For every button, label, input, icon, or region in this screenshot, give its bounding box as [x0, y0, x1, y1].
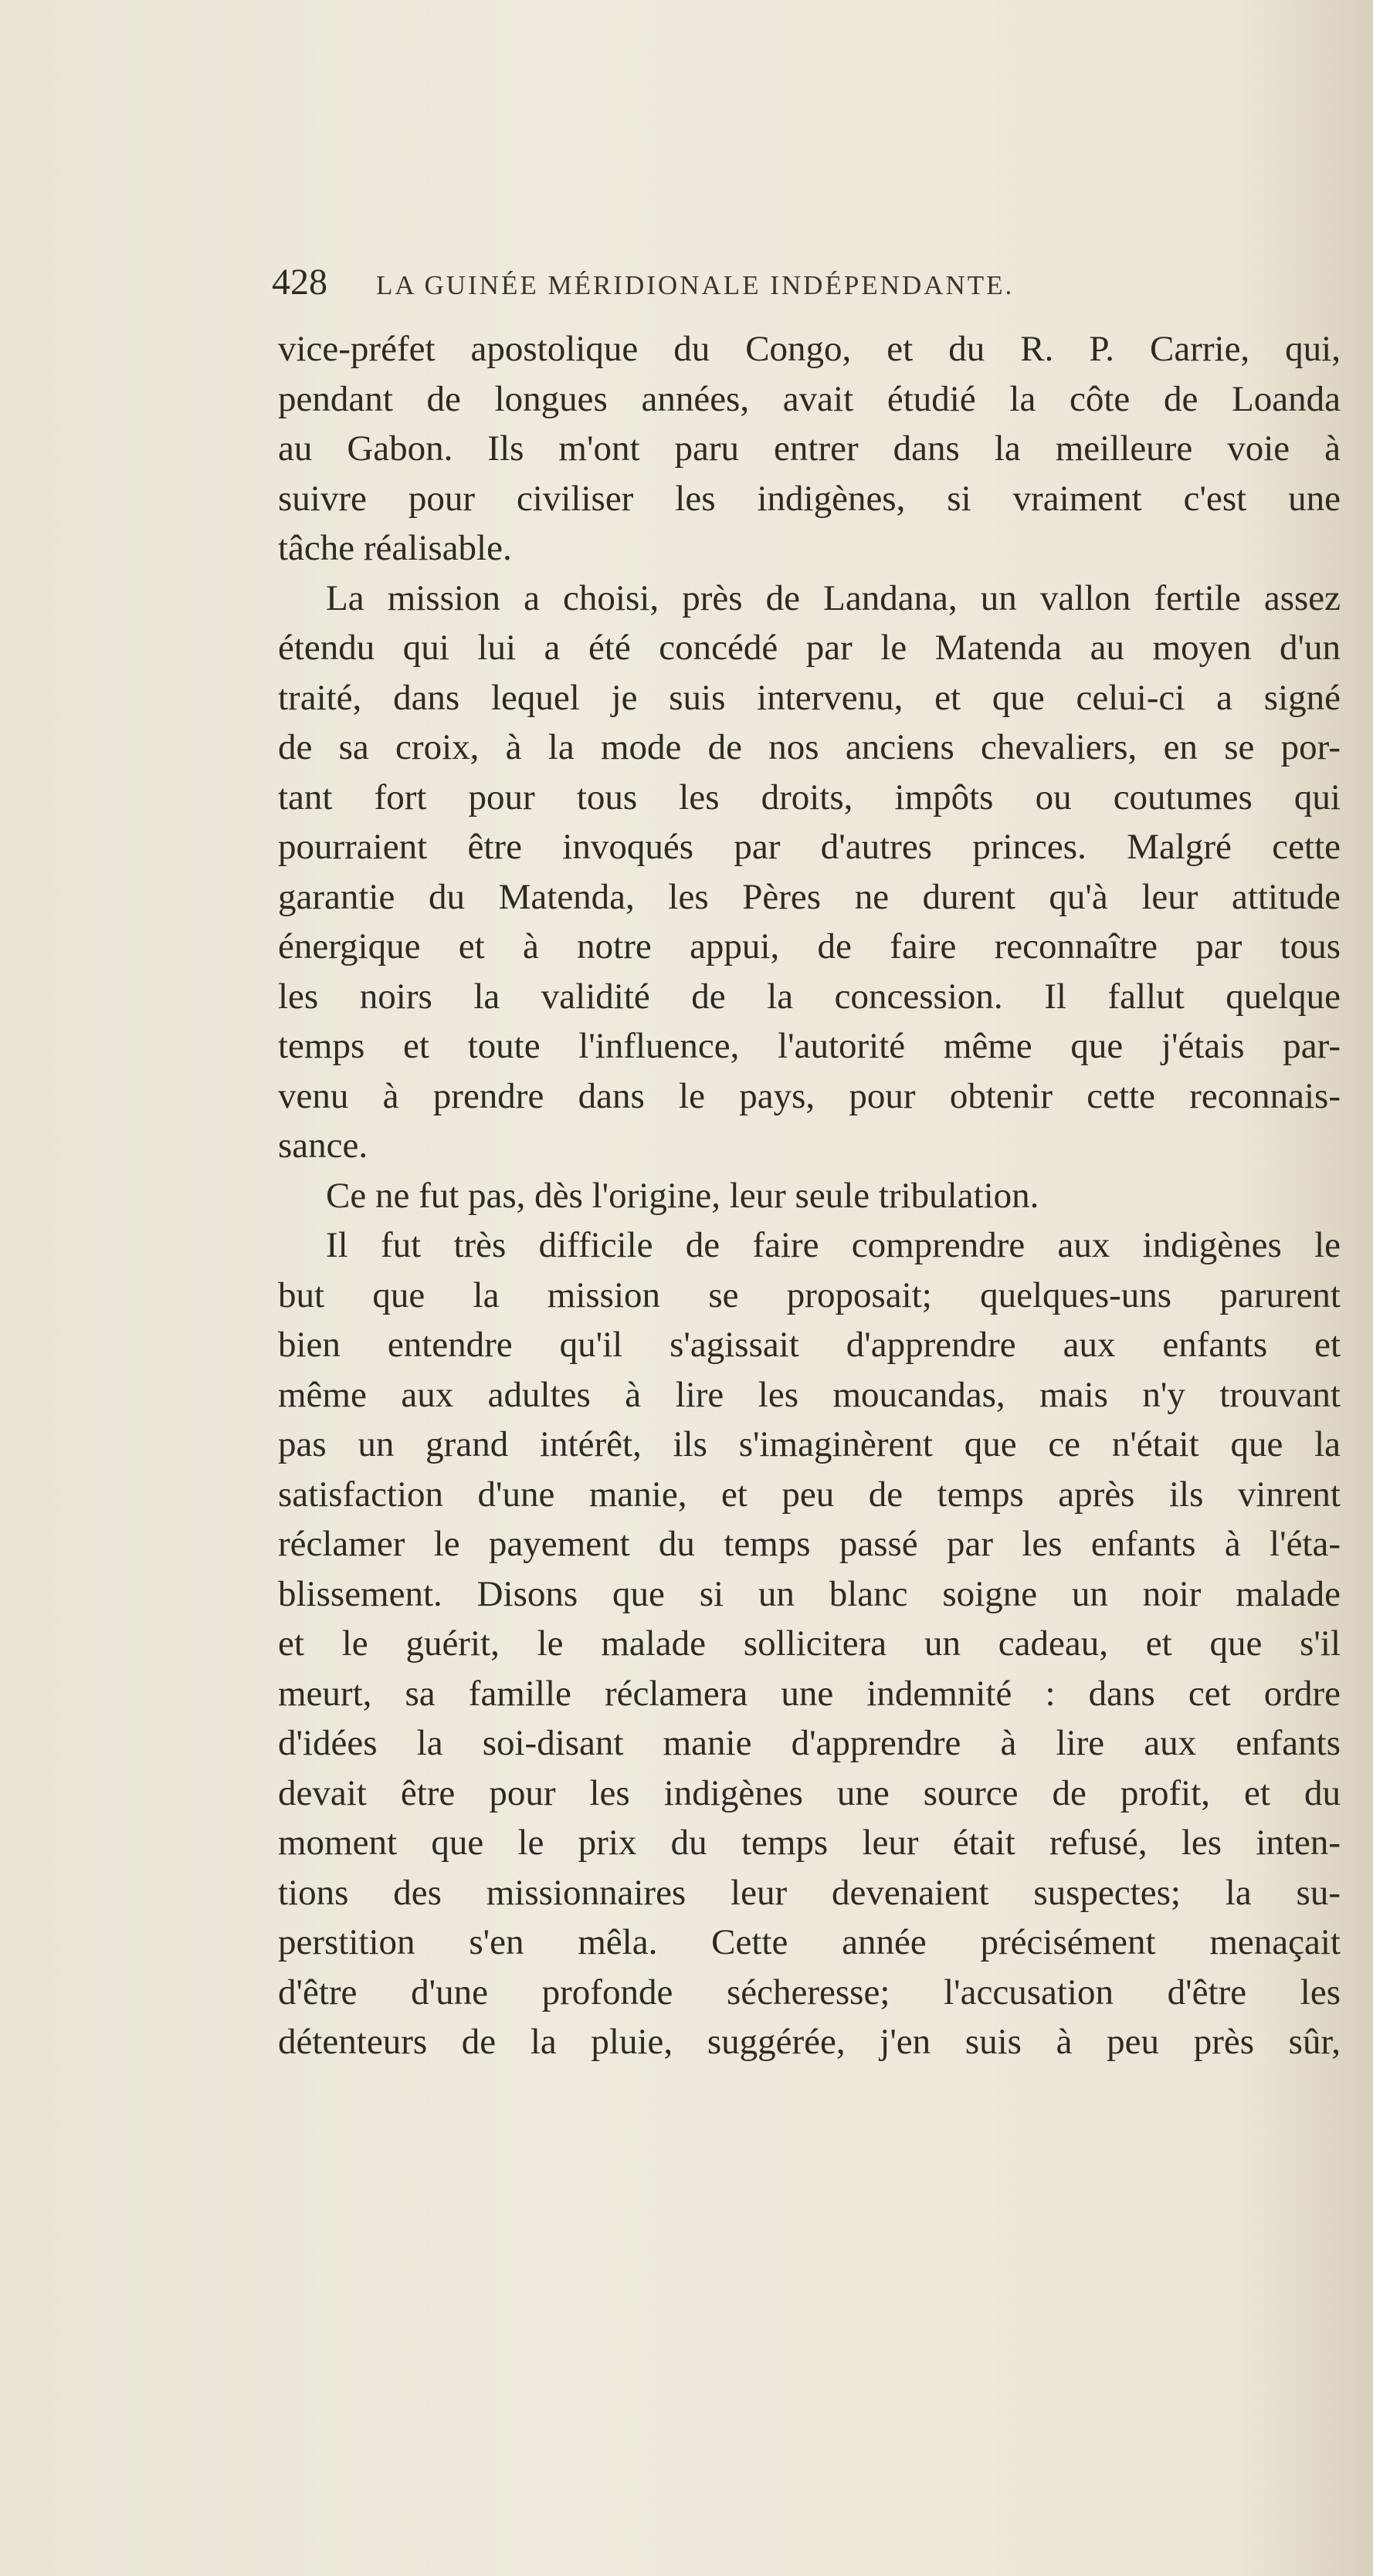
text-line: pendant de longues années, avait étudié la côte de Loanda	[278, 378, 1341, 419]
text-line: même aux adultes à lire les moucandas, mais n'y trouvant	[278, 1374, 1341, 1415]
text-line: tant fort pour tous les droits, impôts ou coutumes qui	[278, 777, 1341, 817]
text-line: détenteurs de la pluie, suggérée, j'en suis à peu près sûr,	[278, 2022, 1341, 2062]
text-line: bien entendre qu'il s'agissait d'apprendre aux enfants et	[278, 1325, 1341, 1365]
body-text	[278, 324, 1341, 2067]
text-line: Ce ne fut pas, dès l'origine, leur seule tribulation.	[326, 1175, 1039, 1216]
text-line: venu à prendre dans le pays, pour obtenir cette reconnais-	[278, 1075, 1341, 1116]
page-number: 428	[272, 262, 327, 303]
text-line: d'idées la soi-disant manie d'apprendre à lire aux enfants	[278, 1723, 1341, 1763]
text-line: Il fut très difficile de faire comprendre aux indigènes le	[326, 1225, 1341, 1265]
text-line: tions des missionnaires leur devenaient suspectes; la su-	[278, 1872, 1341, 1913]
text-line: perstition s'en mêla. Cette année précisément menaçait	[278, 1922, 1341, 1962]
running-head: LA GUINÉE MÉRIDIONALE INDÉPENDANTE.	[376, 270, 1015, 300]
text-line: pourraient être invoqués par d'autres princes. Malgré cette	[278, 827, 1341, 867]
text-line: d'être d'une profonde sécheresse; l'accusation d'être les	[278, 1972, 1341, 2012]
text-line: énergique et à notre appui, de faire reconnaître par tous	[278, 926, 1341, 966]
text-line: blissement. Disons que si un blanc soigne un noir malade	[278, 1573, 1341, 1614]
text-line: traité, dans lequel je suis intervenu, et que celui-ci a signé	[278, 677, 1341, 718]
text-line: pas un grand intérêt, ils s'imaginèrent que ce n'était que la	[278, 1424, 1341, 1464]
text-line: vice-préfet apostolique du Congo, et du R. P. Carrie, qui,	[278, 329, 1341, 369]
text-line: et le guérit, le malade sollicitera un cadeau, et que s'il	[278, 1623, 1341, 1664]
text-line: garantie du Matenda, les Pères ne durent qu'à leur attitude	[278, 876, 1341, 917]
text-line: devait être pour les indigènes une source de profit, et du	[278, 1772, 1341, 1813]
text-line: étendu qui lui a été concédé par le Matenda au moyen d'un	[278, 628, 1341, 668]
text-line: suivre pour civiliser les indigènes, si vraiment c'est une	[278, 478, 1341, 519]
text-line: but que la mission se proposait; quelques-uns parurent	[278, 1274, 1341, 1315]
text-line: réclamer le payement du temps passé par les enfants à l'éta-	[278, 1524, 1341, 1564]
text-line: tâche réalisable.	[278, 528, 512, 568]
text-line: au Gabon. Ils m'ont paru entrer dans la meilleure voie à	[278, 428, 1341, 469]
text-line: La mission a choisi, près de Landana, un vallon fertile assez	[326, 577, 1341, 618]
text-line: satisfaction d'une manie, et peu de temps après ils vinrent	[278, 1474, 1341, 1515]
text-line: les noirs la validité de la concession. Il fallut quelque	[278, 976, 1341, 1017]
text-line: meurt, sa famille réclamera une indemnité : dans cet ordre	[278, 1673, 1341, 1714]
text-line: sance.	[278, 1126, 368, 1166]
text-line: de sa croix, à la mode de nos anciens chevaliers, en se por-	[278, 727, 1341, 767]
text-line: moment que le prix du temps leur était refusé, les inten-	[278, 1823, 1341, 1863]
page-header	[272, 261, 1337, 307]
text-line: temps et toute l'influence, l'autorité même que j'étais par-	[278, 1026, 1341, 1066]
